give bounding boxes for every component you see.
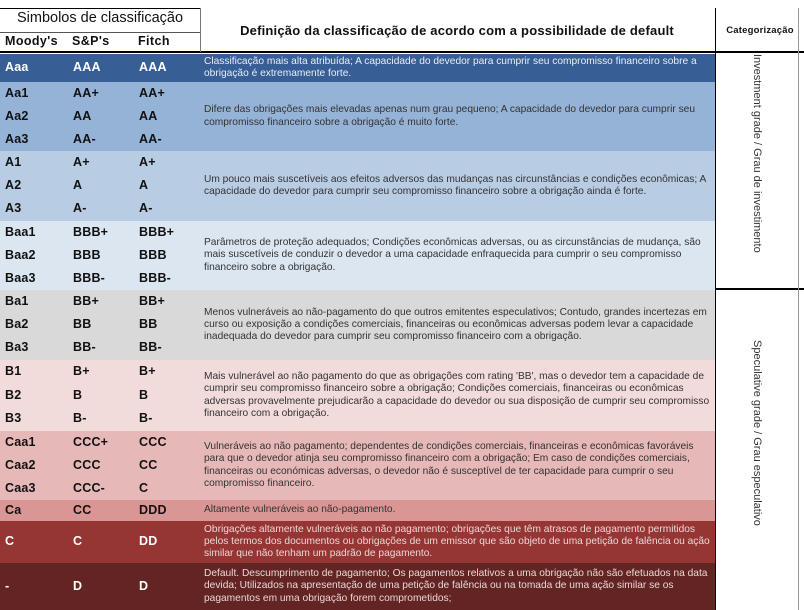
- rating-fitch: CC: [139, 457, 158, 472]
- rating-fitch: B: [139, 387, 149, 402]
- rating-moodys: Ca: [5, 502, 22, 517]
- right-border: [798, 8, 799, 610]
- category-divider: [715, 288, 804, 290]
- rating-sp: B-: [73, 411, 87, 426]
- rating-sp: A+: [73, 154, 90, 169]
- rating-fitch: BBB+: [139, 224, 175, 239]
- header-bottom-line: [0, 51, 804, 53]
- rating-moodys: B2: [5, 387, 22, 402]
- rating-sp: AA+: [73, 85, 99, 100]
- rating-sp: D: [73, 578, 83, 593]
- rating-description: Mais vulnerável ao não pagamento do que as obrigações com rating 'BB', mas o devedor tem a capacidade de cumprir seu compromisso financeiro sobre a obrigação; Condições comerciais, financeiras ou econômicas adversas provavelmente prejudicarão a capacidade do devedor ou sua disposição de cumprir seu compromisso financeiro com a obrigação.: [204, 371, 710, 419]
- rating-fitch: C: [139, 480, 149, 495]
- rating-description: Obrigações altamente vulneráveis ao não pagamento; obrigações que têm atrasos de pagamento permitidos pelos termos dos documentos ou obrigações de um emissor que são objeto de uma petição de falência ou ação similar que não tenham um padrão de pagamento.: [204, 523, 710, 560]
- category-investment-grade: Investment grade / Grau de investimento: [751, 54, 763, 253]
- rating-fitch: B+: [139, 363, 156, 378]
- rating-sp: B+: [73, 363, 90, 378]
- rating-description: Um pouco mais suscetíveis aos efeitos adversos das mudanças nas circunstâncias e condições econômicas; A capacidade do devedor para cumprir seu compromisso financeiro sobre a obrigação ainda é forte.: [204, 173, 706, 197]
- rating-fitch: DDD: [139, 502, 167, 517]
- rating-moodys: Baa3: [5, 270, 36, 285]
- rating-moodys: Baa2: [5, 247, 36, 262]
- rating-moodys: A2: [5, 178, 22, 192]
- rating-description: Parâmetros de proteção adequados; Condições econômicas adversas, ou as circunstâncias de mudança, são mais suscetíveis de conduzir o devedor a uma capacidade enfraquecida para cumprir o seu compromisso financeiro sobre a obrigação.: [204, 237, 701, 273]
- rating-description: Vulneráveis ao não pagamento; dependentes de condições comerciais, financeiras e econômicas favoráveis para que o devedor atinja seu compromisso financeiro com a obrigação; Em caso de condições comerciais, financeiras ou económicas adversas, o devedor não é susceptível de ter capacidade para cumprir o seu compromisso financeiro.: [204, 441, 694, 489]
- rating-fitch: BB: [139, 317, 158, 331]
- rating-fitch: BB+: [139, 293, 165, 308]
- rating-sp: CCC-: [73, 480, 106, 495]
- rating-description: Default. Descumprimento de pagamento; Os pagamentos relativos a uma obrigação não são efetuados na data devida; Utilizados na apresentação de uma petição de falência ou na tomada de uma ação similar se os pagamentos em uma obrigação forem comprometidos;: [204, 568, 708, 604]
- header-divider-1: [200, 8, 201, 52]
- rating-moodys: Aa1: [5, 85, 29, 100]
- rating-moodys: Ba2: [5, 317, 29, 331]
- rating-sp: A-: [73, 201, 87, 216]
- rating-moodys: Baa1: [5, 224, 36, 239]
- rating-fitch: AA-: [139, 131, 162, 146]
- rating-moodys: B1: [5, 363, 22, 378]
- rating-description: Menos vulneráveis ao não-pagamento do que outros emitentes especulativos; Contudo, grandes incertezas em curso ou exposição a condições comerciais, financeiras ou econômicas adversas podem levar a capacidade inadequada do devedor para cumprir seu compromisso financeiro com a obrigação.: [204, 306, 707, 343]
- rating-sp: A: [73, 178, 83, 192]
- rating-sp: C: [73, 534, 83, 548]
- rating-moodys: Aa2: [5, 108, 29, 123]
- rating-sp: BB: [73, 317, 92, 331]
- agency-header-moodys: Moody's: [5, 34, 58, 48]
- rating-fitch: AAA: [139, 60, 167, 74]
- rating-moodys: Caa2: [5, 457, 36, 472]
- rating-sp: BBB: [73, 247, 101, 262]
- rating-moodys: C: [5, 534, 15, 548]
- rating-moodys: A1: [5, 154, 22, 169]
- rating-fitch: DD: [139, 534, 158, 548]
- header-mid-line: [0, 32, 200, 33]
- rating-description: Classificação mais alta atribuída; A capacidade do devedor para cumprir seu compromisso financeiro sobre a obrigação é extremamente forte.: [204, 55, 697, 79]
- agency-header-fitch: Fitch: [138, 34, 170, 48]
- rating-sp: CC: [73, 502, 92, 517]
- rating-description: Altamente vulneráveis ao não-pagamento.: [204, 504, 396, 516]
- rating-moodys: B3: [5, 411, 22, 426]
- rating-sp: CCC+: [73, 434, 109, 449]
- rating-fitch: A+: [139, 154, 156, 169]
- rating-fitch: A-: [139, 201, 153, 216]
- rating-fitch: AA: [139, 108, 158, 123]
- agency-header-sp: S&P's: [72, 34, 110, 48]
- rating-fitch: BBB: [139, 247, 167, 262]
- rating-sp: BB+: [73, 293, 99, 308]
- rating-fitch: BBB-: [139, 270, 172, 285]
- rating-fitch: B-: [139, 411, 153, 426]
- rating-fitch: D: [139, 578, 149, 593]
- rating-fitch: AA+: [139, 85, 165, 100]
- category-header: Categorização: [726, 24, 794, 36]
- category-column-border: [715, 8, 716, 610]
- rating-moodys: -: [5, 578, 10, 593]
- rating-moodys: Caa1: [5, 434, 36, 449]
- rating-sp: BBB-: [73, 270, 106, 285]
- rating-moodys: Ba1: [5, 293, 29, 308]
- rating-sp: AA-: [73, 131, 96, 146]
- symbols-header: Simbolos de classificação: [16, 10, 184, 26]
- rating-sp: CCC: [73, 457, 101, 472]
- rating-moodys: Ba3: [5, 340, 29, 355]
- rating-moodys: Aaa: [5, 60, 29, 74]
- rating-sp: BBB+: [73, 224, 109, 239]
- category-speculative-grade: Speculative grade / Grau especulativo: [751, 340, 763, 526]
- rating-moodys: A3: [5, 201, 22, 216]
- rating-sp: BB-: [73, 340, 96, 355]
- rating-sp: B: [73, 387, 83, 402]
- rating-fitch: A: [139, 178, 149, 192]
- rating-fitch: BB-: [139, 340, 162, 355]
- rating-moodys: Caa3: [5, 480, 36, 495]
- rating-sp: AA: [73, 108, 92, 123]
- rating-description: Difere das obrigações mais elevadas apenas num grau pequeno; A capacidade do devedor para cumprir seu compromisso financeiro sobre a obrigação é muito forte.: [204, 104, 696, 128]
- header-top-line: [0, 8, 200, 9]
- rating-fitch: CCC: [139, 434, 167, 449]
- rating-sp: AAA: [73, 60, 101, 74]
- definition-header: Definição da classificação de acordo com a possibilidade de default: [240, 22, 674, 38]
- rating-moodys: Aa3: [5, 131, 29, 146]
